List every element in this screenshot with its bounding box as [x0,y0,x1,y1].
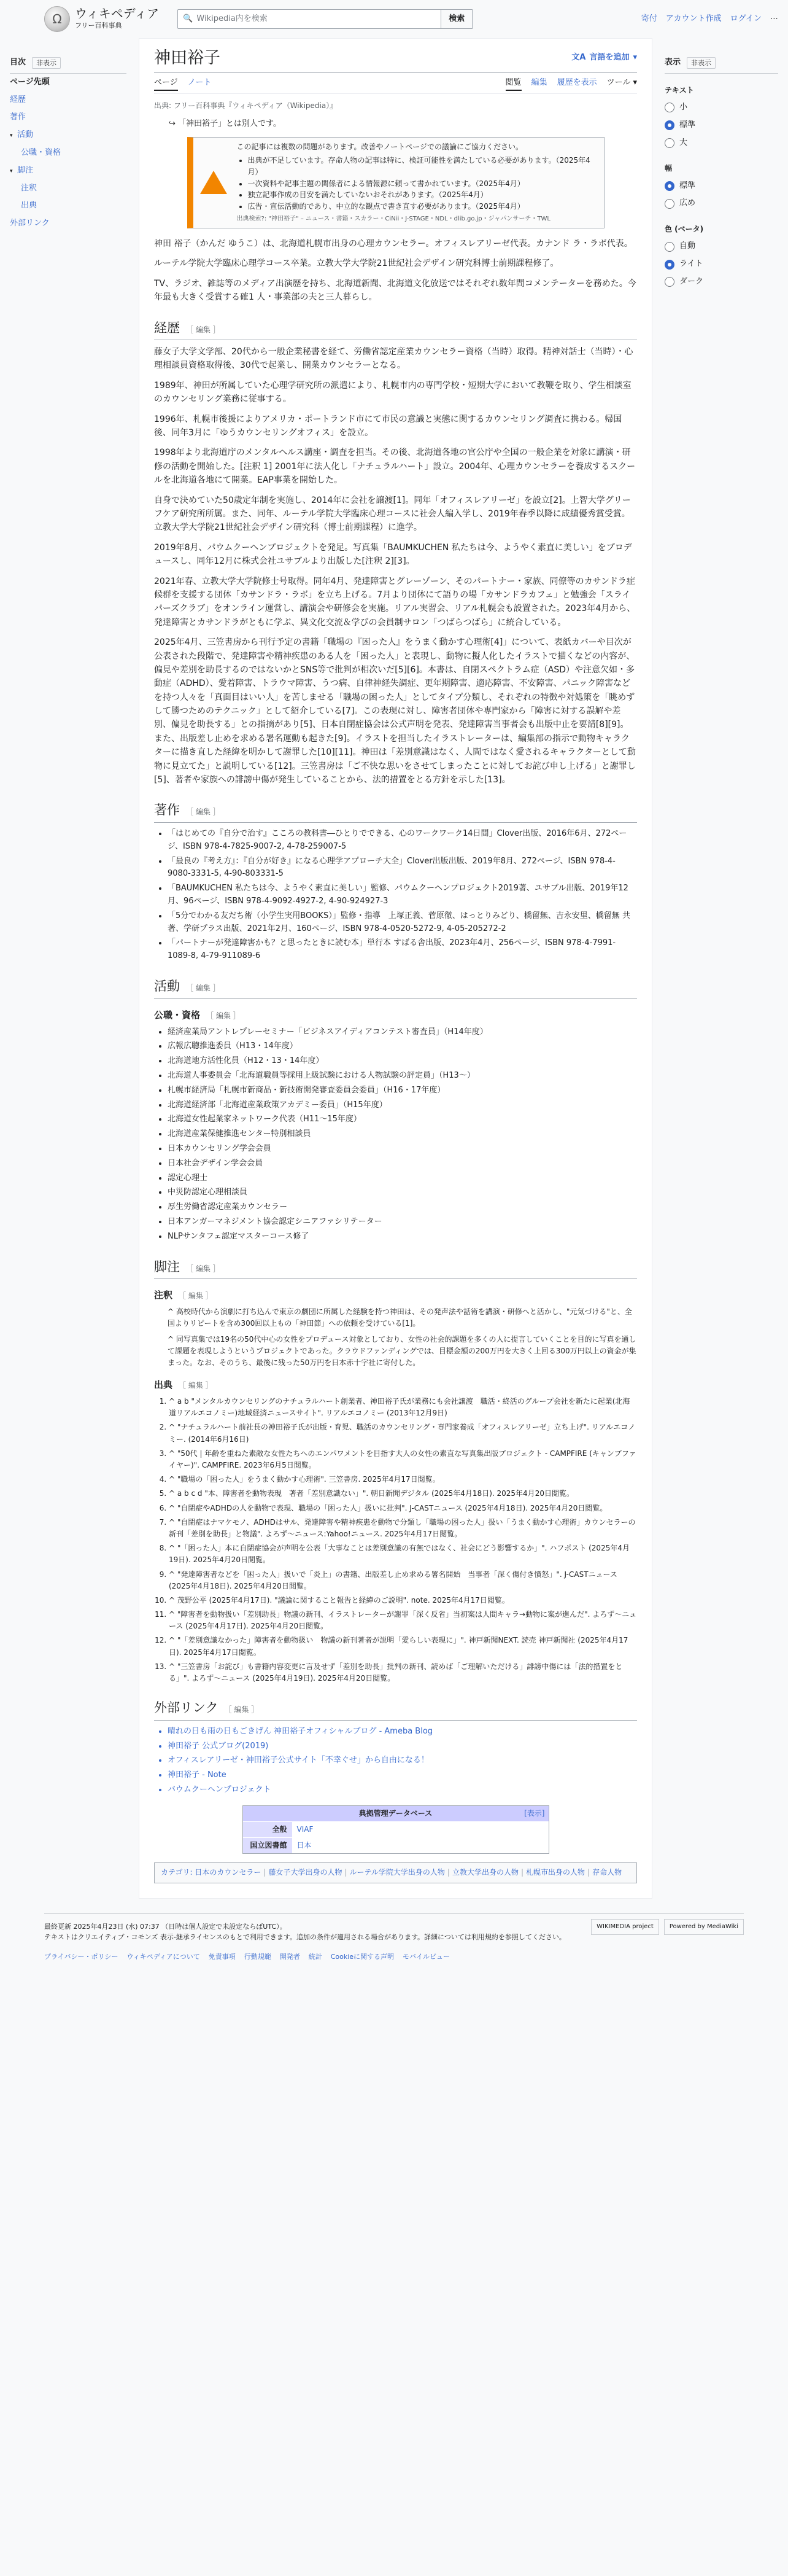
heading-text: 著作 [154,803,180,818]
tab-page[interactable]: ページ [154,77,178,91]
footer-link[interactable]: ウィキペディアについて [126,1952,200,1961]
login-link[interactable]: ログイン [730,14,762,23]
source-item: 11. ^ "障害者を動物扱い「差別助長」物議の新刊、イラストレーターが謝罪「深く反省」当初案は人間キャラ→動物に案が進んだ". よろず〜ニュース (2025年4月17日). 2025年4月20日閲覧。 [169,1609,637,1632]
annotation-item: ^ 高校時代から演劇に打ち込んで東京の劇団に所属した経験を持つ神田は、その発声法や話術を講演・研修へと活かし、"元気づける"と、全国よりリピートを含め300回以上もの「神田節」への依頼を受けている[1]。 [168,1307,632,1328]
lead-paragraph: ルーテル学院大学臨床心理学コース卒業。立教大学大学院21世紀社会デザイン研究科博士前期課程修了。 [154,259,559,269]
external-link[interactable]: • 神田裕子 公式ブログ(2019) [168,1740,637,1753]
article-content [139,38,652,1899]
subsection-heading-posts [154,1008,637,1022]
section-heading-external-links [154,1698,637,1721]
footer-links [44,1951,744,1963]
toc-title: 目次 [10,58,26,67]
external-links-list [154,1726,637,1797]
issue-item: • 出典が不足しています。存命人物の記事は特に、検証可能性を満たしている必要があります。（2025年4月） [248,155,598,177]
issue-item: • 一次資料や記事主題の関係者による情報源に頼って書かれています。（2025年4月） [248,178,598,190]
category-separator: | [520,1868,524,1877]
post-item: • 広報広聴推進委員（H13・14年度） [168,1040,637,1053]
toc-item-label: 注釈 [21,183,37,193]
search-form [177,9,473,29]
source-search-links[interactable]: 出典検索?: "神田裕子" – ニュース・書籍・スカラー・CiNii・J-STAGE・NDL・dlib.go.jp・ジャパンサーチ・TWL [236,216,550,223]
toc-item[interactable] [10,109,126,126]
radio-label: 標準 [679,120,696,130]
career-paragraph: 自身で決めていた50歳定年制を実施し、2014年に会社を譲渡[1]。同年「オフィスレアリーゼ」を設立[2]。上智大学グリーフケア研究所所属。また、同年、ルーテル学院大学臨床心理コースに社会人編入学し、2019年春季以降に成績優秀賞受賞。立教大学大学院21世紀社会デザイン研究科（博士前期課程）に進学。 [154,495,631,533]
footer-link[interactable]: プライバシー・ポリシー [44,1952,118,1961]
career-paragraph: 2021年春、立教大学大学院修士号取得。同年4月、発達障害とグレーゾーン、そのパートナー・家族、同僚等のカサンドラ症候群を支援する団体「カサンドラ・ラボ」を立ち上げる。7月より団体にて語りの場「カサンドラカフェ」と勉強会「スライパーズクラブ」をオンライン運営し、講演会や研修会を実施。リアル実習会、リアル札幌会も設置された。2023年4月から、発達障害とカサンドラがともに学ぶ、異文化交流＆学びの会員制サロン「つばらつばら」に統合している。 [154,576,636,628]
career-paragraph: 2025年4月、三笠書房から刊行予定の書籍「職場の『困った人』をうまく動かす心理術[4]」について、表紙カバーや目次が公表された段階で、発達障害や精神疾患のある人を「困った人」と表現し、動物に擬人化したイラストで描くなどの内容が、偏見や差別を助長するのではないかとSNS等で批判が相次いだ[5][6]。本書は、自閉スペクトラム症（ASD）や注意欠如・多動症（ADHD）、愛着障害、トラウマ障害、うつ病、自律神経失調症、更年期障害、適応障害、不安障害、パニック障害などを持つ人々を「真面目はいい人」を苦しませる「職場の困った人」としてタイプ分類し、それぞれの特徴や対処策を「眺めずして勝つためのテクニック」として紹介している[7]。この表現に対し、障害者団体や専門家から「障害に対する誤解や差別、偏見を助長する」との指摘があり[5]、日本自閉症協会は公式声明を発表、発達障害当事者会も出版中止を要請[8][9]。また、出版差し止めを求める署名運動も起きた[9]。イラストを担当したイラストレーターは、編集部の指示で動物キャラクターに描き直した経緯を明かして謝罪した[10][11]。神田は「差別意識はなく、人間ではなく愛されるキャラクターとして動物に見立てた」と説明している[12]。三笠書房は「ご不快な思いをさせてしまったことに対してお詫び申し上げる」と謝罪し[5]、著者や家族への誹謗中傷が発生していることから、法的措置をとる方針を示した[13]。 [154,637,636,785]
tools-label: ツール [606,78,631,88]
site-name: ウィキペディア [75,6,160,21]
edit-section-link[interactable]: ［ 編集 ］ [186,983,220,992]
toc-item-label: 出典 [21,201,37,211]
from-line: 出典: フリー百科事典『ウィキペディア（Wikipedia）』 [154,101,338,110]
heading-text: 活動 [154,978,180,994]
footer-link[interactable]: 免責事項 [208,1952,236,1961]
issue-item: • 独立記事作成の目安を満たしていないおそれがあります。（2025年4月） [248,189,598,201]
external-link[interactable]: • 晴れの日も雨の日もごきげん 神田裕子オフィシャルブログ - Ameba Blog [168,1726,637,1738]
radio-width-wide[interactable] [665,195,778,212]
radio-color-auto[interactable] [665,238,778,255]
subsection-heading-annotations [154,1288,637,1302]
posts-list [154,1026,637,1243]
heading-text: 脚注 [154,1259,180,1274]
post-item: • 日本カウンセリング学会会員 [168,1143,637,1156]
radio-label: ライト [679,259,703,269]
source-item: 12. ^ "「差別意識なかった」障害者を動物扱い 物議の新刊著者が説明「愛らしい表現に」". 神戸新聞NEXT. 読売 神戸新聞社 (2025年4月17日). 2025年4月17日閲覧。 [169,1635,637,1658]
issues-list [237,155,598,212]
radio-selected-icon [665,181,674,191]
site-header [0,0,788,38]
work-item: • 「5分でわかる友だち術（小学生実用BOOKS）」監修・指導 上塚正義、菅原徹、はっとりみどり、橋留無、吉永安里、橋留無 共著、学研プラス出版、2021年2月、160ページ、ISBN 978-4-0520-5272-9, 4-05-205272-2 [168,910,637,936]
appearance-title: 表示 [665,58,681,67]
more-menu-icon[interactable]: ⋯ [770,14,778,23]
radio-selected-icon [665,120,674,130]
page-tabs [154,77,637,94]
authority-key: 国立図書館 [243,1838,292,1853]
search-input[interactable] [177,9,441,29]
footer-link[interactable]: Cookieに関する声明 [330,1952,395,1961]
title-row [154,47,637,73]
toc-item[interactable] [10,180,126,198]
appearance-header [665,56,778,74]
radio-width-standard[interactable] [665,177,778,195]
heading-text: 経歴 [154,320,180,335]
radio-label: ダーク [679,276,704,286]
post-item: • 厚生労働省認定産業カウンセラー [168,1201,637,1214]
tab-tools[interactable]: ツール ▾ [606,78,637,88]
annotations-list [154,1306,637,1369]
search-button[interactable]: 検索 [441,9,473,29]
category-link[interactable]: ルーテル学院大学出身の人物 [349,1868,445,1877]
section-heading-activity [154,976,637,999]
footer-link[interactable]: 行動規範 [244,1952,271,1961]
chevron-down-icon: ▾ [633,53,637,63]
width-label: 幅 [665,164,673,173]
source-item: 3. ^ "50代 | 年齢を重ねた素敵な女性たちへのエンパワメントを目指す大人の女性の素直な写真集出版プロジェクト - CAMPFIRE (キャンプファイヤー)". CAMPFIRE. 2023年6月5日閲覧。 [169,1448,637,1471]
radio-text-small[interactable] [665,99,778,117]
toc-item-label: 経歴 [10,95,26,104]
edit-section-link[interactable]: ［ 編集 ］ [179,1291,213,1301]
authority-header [243,1806,549,1821]
subsection-heading-sources [154,1377,637,1392]
source-item: 6. ^ "自閉症やADHDの人を動物で表現、職場の「困った人」扱いに批判". J-CASTニュース (2025年4月18日). 2025年4月20日閲覧。 [169,1503,637,1514]
footer-link[interactable]: 開発者 [279,1952,300,1961]
footer-link[interactable]: 統計 [308,1952,322,1961]
site-logo[interactable] [44,6,159,32]
radio-label: 大 [679,138,688,147]
hatnote [154,118,637,131]
radio-text-large[interactable] [665,134,778,152]
works-list [154,828,637,963]
edit-section-link[interactable]: ［ 編集 ］ [179,1381,213,1390]
page-title: 神田裕子 [154,49,220,68]
sources-list [154,1396,637,1684]
toc-item-label: 脚注 [17,165,34,175]
source-item: 2. ^ "ナチュラルハート前社長の神田裕子氏が出版・育児、職活のカウンセリング・専門家養成「オフィスレアリーゼ」立ち上げ". リアルエコノミー. (2014年6月16日) [169,1422,637,1445]
mediawiki-badge[interactable]: Powered by MediaWiki [664,1919,744,1935]
toc-item[interactable] [10,162,126,180]
edit-section-link[interactable]: ［ 編集 ］ [224,1705,259,1714]
toc-item[interactable] [10,197,126,215]
language-button-label: 言語を追加 [589,53,630,63]
source-item: 8. ^ "「困った人」本に自閉症協会が声明を公表「大事なことは差別意識の有無ではなく、社会にどう影響するか」". ハフポスト (2025年4月19日). 2025年4月20日閲覧。 [169,1543,637,1566]
heading-text: 公職・資格 [154,1009,201,1021]
source-item: 13. ^ "三笠書房「お詫び」も書籍内容変更に言及せず「差別を助長」批判の新刊、読めば「ご理解いただける」誹謗中傷には「法的措置をとる」". よろず〜ニュース (2025年4月19日). 2025年4月20日閲覧。 [169,1661,637,1684]
category-link[interactable]: 存命人物 [592,1868,622,1877]
wikimedia-badge[interactable]: WIKIMEDIA project [591,1919,659,1935]
source-item: 7. ^ "自閉症はナマケモノ、ADHDはサル、発達障害や精神疾患を動物で分類し「職場の困った人」扱い「うまく動かす心理術」カウンセラーの新刊「差別を助長」と物議". よろず〜ニュース:Yahoo!ニュース. 2025年4月17日閲覧。 [169,1517,637,1540]
external-link[interactable]: • バウムクーヘンプロジェクト [168,1784,637,1797]
career-paragraph: 藤女子大学文学部、20代から一般企業秘書を経て、労働省認定産業カウンセラー資格（当時）取得。精神対話士（当時）・心理相談員資格取得後、30代で起業し、開業カウンセラーとなる。 [154,347,633,371]
post-item: • 北海道産業保健推進センター特別相談員 [168,1128,637,1141]
appearance-panel [665,38,778,1899]
user-links [641,13,778,26]
toc-header [10,56,126,74]
radio-selected-icon [665,260,674,270]
work-item: • 「BAUMKUCHEN 私たちは今、ようやく素直に美しい」監修、パウムクーヘンプロジェクト2019著、ユサブル出版、2019年12月、96ページ、ISBN 978-4-9092-4927-2, 4-90-924927-3 [168,882,637,908]
category-links [154,1862,637,1883]
post-item: • 認定心理士 [168,1172,637,1185]
work-item: • 「最良の『考え方』：『自分が好き』になる心理学アプローチ大全」Clover出版出版、2019年8月、272ページ、ISBN 978-4-9080-3331-5, 4-90-803331-5 [168,855,637,881]
annotation-item: ^ 同写真集では19名の50代中心の女性をプロデュース対象としており、女性の社会的課題を多くの人に提言していくことを目的に写真を通して課題を表現しようというプロジェクトであった。クラウドファンディングでは、目標金額の200万円を大きく上回る300万円以上の資金が集まった。なお、そのうち、最後に残った50万円を日本赤十字社に寄付した。 [168,1334,636,1367]
career-paragraph: 1998年より北海道庁のメンタルヘルス講座・調査を担当。その後、北海道各地の官公庁や全国の一般企業を対象に講演・研修の活動を開始した。[注釈 1] 2001年に法人化し「ナチュラルハート」設立。2004年、心理カウンセラーを養成するスクールを北海道各地にて開業。EAP事業を開始した。 [154,448,636,486]
last-edited: 最終更新 2025年4月23日 (水) 07:37 （日時は個人設定で未設定ならばUTC）。 [44,1922,287,1931]
category-separator: | [447,1868,450,1877]
license-text: テキストはクリエイティブ・コモンズ 表示-継承ライセンスのもとで利用できます。追加の条件が適用される場合があります。詳細については利用規約を参照してください。 [44,1933,566,1942]
external-link[interactable]: • 神田裕子 - Note [168,1769,637,1782]
category-link[interactable]: 立教大学出身の人物 [452,1868,519,1877]
category-link[interactable]: 札幌市出身の人物 [526,1868,585,1877]
post-item: • 中災防認定心理相談員 [168,1186,637,1199]
site-footer [0,1899,788,1981]
category-separator: | [263,1868,266,1877]
chevron-down-icon[interactable]: ▾ [10,133,13,139]
heading-text: 注釈 [154,1290,173,1301]
section-heading-notes [154,1257,637,1280]
toc-item[interactable] [10,215,126,233]
language-button[interactable] [571,52,637,64]
search-icon: 🔍 [183,14,193,23]
create-account-link[interactable]: アカウント作成 [665,14,722,23]
work-item: • 「パートナーが発達障害かも？と思ったときに読む本」単行本 すばる舎出版、2023年4月、256ページ、ISBN 978-4-7991-1089-8, 4-79-911089-6 [168,937,637,963]
category-link[interactable]: 藤女子大学出身の人物 [268,1868,342,1877]
radio-color-dark[interactable] [665,273,778,291]
career-paragraph: 2019年8月、パウムクーヘンプロジェクトを発足。写真集「BAUMKUCHEN 私たちは今、ようやく素直に美しい」をプロデュースし、同年12月に株式会社ユサブルより出版した[注釈 2][3]。 [154,542,632,567]
toc-item[interactable] [10,144,126,162]
radio-text-standard[interactable] [665,117,778,134]
toc-item-label: 外部リンク [10,219,50,228]
search-placeholder: Wikipedia内を検索 [196,14,268,23]
translate-icon: 文A [571,53,586,63]
authority-value[interactable]: VIAF [296,1824,314,1834]
radio-label: 自動 [679,241,696,251]
edit-section-link[interactable]: ［ 編集 ］ [186,325,220,334]
heading-text: 外部リンク [154,1700,218,1716]
post-item: • 北海道女性起業家ネットワーク代表（H11〜15年度） [168,1113,637,1126]
footer-badges [591,1919,744,1935]
arrow-right-icon: ↪ [169,119,179,129]
wikipedia-globe-icon: Ω [44,6,70,32]
footer-link[interactable]: モバイルビュー [403,1952,450,1961]
heading-text: 出典 [154,1379,173,1391]
career-paragraph: 1989年、神田が所属していた心理学研究所の派遣により、札幌市内の専門学校・短期大学において教鞭を取り、学生相談室のカウンセリング業務に従事する。 [154,380,632,405]
post-item: • 日本アンガーマネジメント協会認定シニアファシリテーター [168,1216,637,1229]
donate-link[interactable]: 寄付 [641,14,657,23]
section-heading-works [154,800,637,823]
toc-item-label: 活動 [17,130,34,140]
radio-icon [665,199,674,209]
lead-paragraph: TV、ラジオ、雑誌等のメディア出演歴を持ち、北海道新聞、北海道文化放送ではそれぞれ数年間コメンテーターを務めた。今年最も大きく受賞する確1 人・事業部の夫と三人暮らし。 [154,278,636,303]
source-item: 9. ^ "発達障害者などを「困った人」扱いで「炎上」の書籍、出版差し止め求める署名開始 当事者「深く傷付き憤怒」". J-CASTニュース (2025年4月18日). 2025年4月20日閲覧。 [169,1569,637,1592]
post-item: • 札幌市経済局「札幌市新商品・新技術開発審査委員会委員」（H16・17年度） [168,1084,637,1097]
toc-list [10,74,126,233]
edit-section-link[interactable]: ［ 編集 ］ [186,1264,220,1273]
toc-item[interactable] [10,126,126,144]
toc-item-label: ページ先頭 [10,77,50,87]
authority-row [243,1821,549,1837]
source-item: 1. ^ a b "メンタルカウンセリングのナチュラルハート創業者、神田裕子氏が業務にも会社譲渡 職活・終活のグループ会社を新たに起業(北海道リアルエコノミー)地域経済ニュースサイト". リアルエコノミー (2013年12月9日) [169,1396,637,1419]
section-heading-career [154,318,637,341]
authority-toggle[interactable]: [表示] [524,1808,545,1818]
warning-icon [199,141,228,224]
post-item: • 北海道経済部「北海道産業政策アカデミー委員」（H15年度） [168,1099,637,1112]
toc-hide-button[interactable]: 非表示 [32,57,61,69]
site-tagline: フリー百科事典 [75,21,122,30]
issues-title: この記事には複数の問題があります。改善やノートページでの議論にご協力ください。 [236,142,523,151]
source-item: 10. ^ 茂野公平 (2025年4月17日). "議論に関すること報告と経緯のご説明". note. 2025年4月17日閲覧。 [169,1595,637,1606]
toc-item[interactable] [10,74,126,91]
source-item: 5. ^ a b c d "本、障害者を動物表現 著者「差別意識ない」". 朝日新聞デジタル (2025年4月18日). 2025年4月20日閲覧。 [169,1488,637,1500]
tab-read[interactable]: 閲覧 [506,77,522,91]
radio-icon [665,242,674,252]
edit-section-link[interactable]: ［ 編集 ］ [206,1011,241,1020]
radio-label: 小 [679,102,688,112]
toc-item[interactable] [10,91,126,109]
career-section [154,345,637,787]
post-item: • 北海道人事委員会「北海道職員等採用上級試験における人物試験の評定員」（H13〜） [168,1070,637,1083]
issues-box [187,137,605,228]
authority-control-box [242,1805,549,1854]
appearance-hide-button[interactable]: 非表示 [687,57,716,69]
authority-title: 典拠管理データベース [358,1808,433,1818]
toc-item-label: 公職・資格 [21,147,61,157]
authority-value[interactable]: 日本 [296,1841,312,1850]
edit-section-link[interactable]: ［ 編集 ］ [186,807,220,817]
chevron-down-icon[interactable]: ▾ [10,168,13,174]
external-link[interactable]: • オフィスレアリーゼ・神田裕子公式サイト「不幸ぐせ」から自由になる！ [168,1754,637,1767]
toc-sidebar [10,38,126,1899]
source-item: 4. ^ "職場の「困った人」をうまく動かす心理術". 三笠書房. 2025年4月17日閲覧。 [169,1474,637,1485]
tab-history[interactable]: 履歴を表示 [557,78,597,88]
category-link[interactable]: カテゴリ: 日本のカウンセラー [161,1868,261,1877]
post-item: • 北海道地方活性化員（H12・13・14年度） [168,1055,637,1068]
tab-edit[interactable]: 編集 [531,78,547,88]
issue-item: • 広告・宣伝活動的であり、中立的な観点で書き直す必要があります。（2025年4月） [248,201,598,212]
authority-key: 全般 [243,1822,292,1837]
authority-row [243,1837,549,1853]
post-item: • NLPサンタフェ認定マスターコース修了 [168,1231,637,1243]
radio-color-light[interactable] [665,255,778,273]
radio-label: 広め [679,198,696,208]
career-paragraph: 1996年、札幌市後援によりアメリカ・ポートランド市にて市民の意識と実態に関するカウンセリング調査に携わる。帰国後、同年3月に「ゆうカウンセリングオフィス」を設立。 [154,414,622,438]
tab-talk[interactable]: ノート [187,78,212,88]
post-item: • 日本社会デザイン学会会員 [168,1158,637,1170]
text-size-label: テキスト [665,85,694,95]
radio-icon [665,138,674,148]
radio-icon [665,277,674,287]
work-item: • 「はじめての『自分で治す』こころの教科書―ひとりでできる、心のワークワーク14日間」Clover出版、2016年6月、272ページ、ISBN 978-4-7825-9007-2, 4-78-259007-5 [168,828,637,854]
category-separator: | [587,1868,590,1877]
radio-label: 標準 [679,181,696,190]
hatnote-text: 「神田裕子」とは別人です。 [178,119,281,129]
color-label: 色 (ベータ) [665,225,704,234]
category-separator: | [344,1868,347,1877]
toc-item-label: 著作 [10,112,26,122]
post-item: • 経済産業局アントレプレーセミナー「ビジネスアイディアコンテスト審査員」（H14年度） [168,1026,637,1039]
lead-paragraph: 神田 裕子（かんだ ゆうこ）は、北海道札幌市出身の心理カウンセラー。オフィスレアリーゼ代表。カナンド ラ・ラボ代表。 [154,238,633,249]
radio-icon [665,103,674,112]
